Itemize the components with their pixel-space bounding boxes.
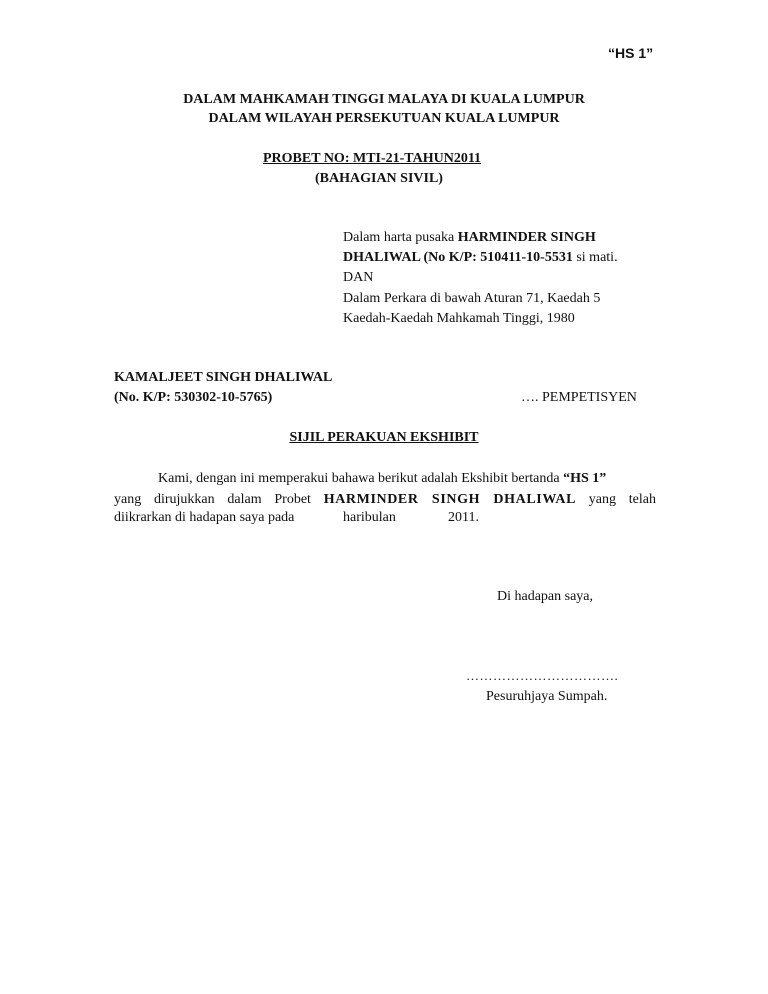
commissioner-title: Pesuruhjaya Sumpah.	[486, 689, 608, 704]
matter-prefix: Dalam harta pusaka	[343, 230, 458, 245]
deceased-name-1: HARMINDER SINGH	[457, 230, 596, 245]
court-title-line2: DALAM WILAYAH PERSEKUTUAN KUALA LUMPUR	[208, 111, 560, 126]
deceased-name-2: DHALIWAL (No K/P: 510411-10-5531	[343, 250, 573, 265]
matter-rule-line2: Kaedah-Kaedah Mahkamah Tinggi, 1980	[343, 311, 575, 326]
certificate-line1	[114, 468, 656, 489]
case-number: PROBET NO: MTI-21-TAHUN2011	[263, 151, 482, 166]
certificate-text-3a: diikrarkan di hadapan saya pada	[114, 510, 295, 525]
case-division: (BAHAGIAN SIVIL)	[315, 171, 443, 186]
certificate-line2	[114, 489, 656, 510]
certificate-text-2a: yang dirujukkan dalam Probet	[114, 492, 324, 507]
matter-and: DAN	[343, 270, 374, 285]
certificate-text-3b: haribulan	[343, 510, 396, 525]
certificate-text-3c: 2011.	[448, 510, 479, 525]
certificate-deceased-name: HARMINDER SINGH DHALIWAL	[323, 492, 577, 507]
certificate-text-1: Kami, dengan ini memperakui bahawa berikut adalah Ekshibit bertanda	[158, 471, 564, 486]
matter-line2	[343, 250, 618, 266]
petitioner-name: KAMALJEET SINGH DHALIWAL	[114, 370, 333, 385]
matter-line1	[343, 230, 596, 246]
certificate-title: SIJIL PERAKUAN EKSHIBIT	[289, 430, 479, 445]
before-me: Di hadapan saya,	[497, 589, 594, 604]
exhibit-mark: “HS 1”	[608, 45, 654, 61]
certificate-mark: “HS 1”	[563, 471, 607, 486]
signature-dots: …………………………….	[466, 668, 619, 683]
matter-suffix: si mati.	[572, 250, 618, 265]
certificate-text-2b: yang telah	[576, 492, 656, 507]
court-title-line1: DALAM MAHKAMAH TINGGI MALAYA DI KUALA LUMPUR	[183, 92, 585, 107]
matter-rule-line1: Dalam Perkara di bawah Aturan 71, Kaedah 5	[343, 291, 601, 306]
petitioner-role: …. PEMPETISYEN	[521, 390, 637, 405]
petitioner-ic: (No. K/P: 530302-10-5765)	[114, 390, 273, 405]
